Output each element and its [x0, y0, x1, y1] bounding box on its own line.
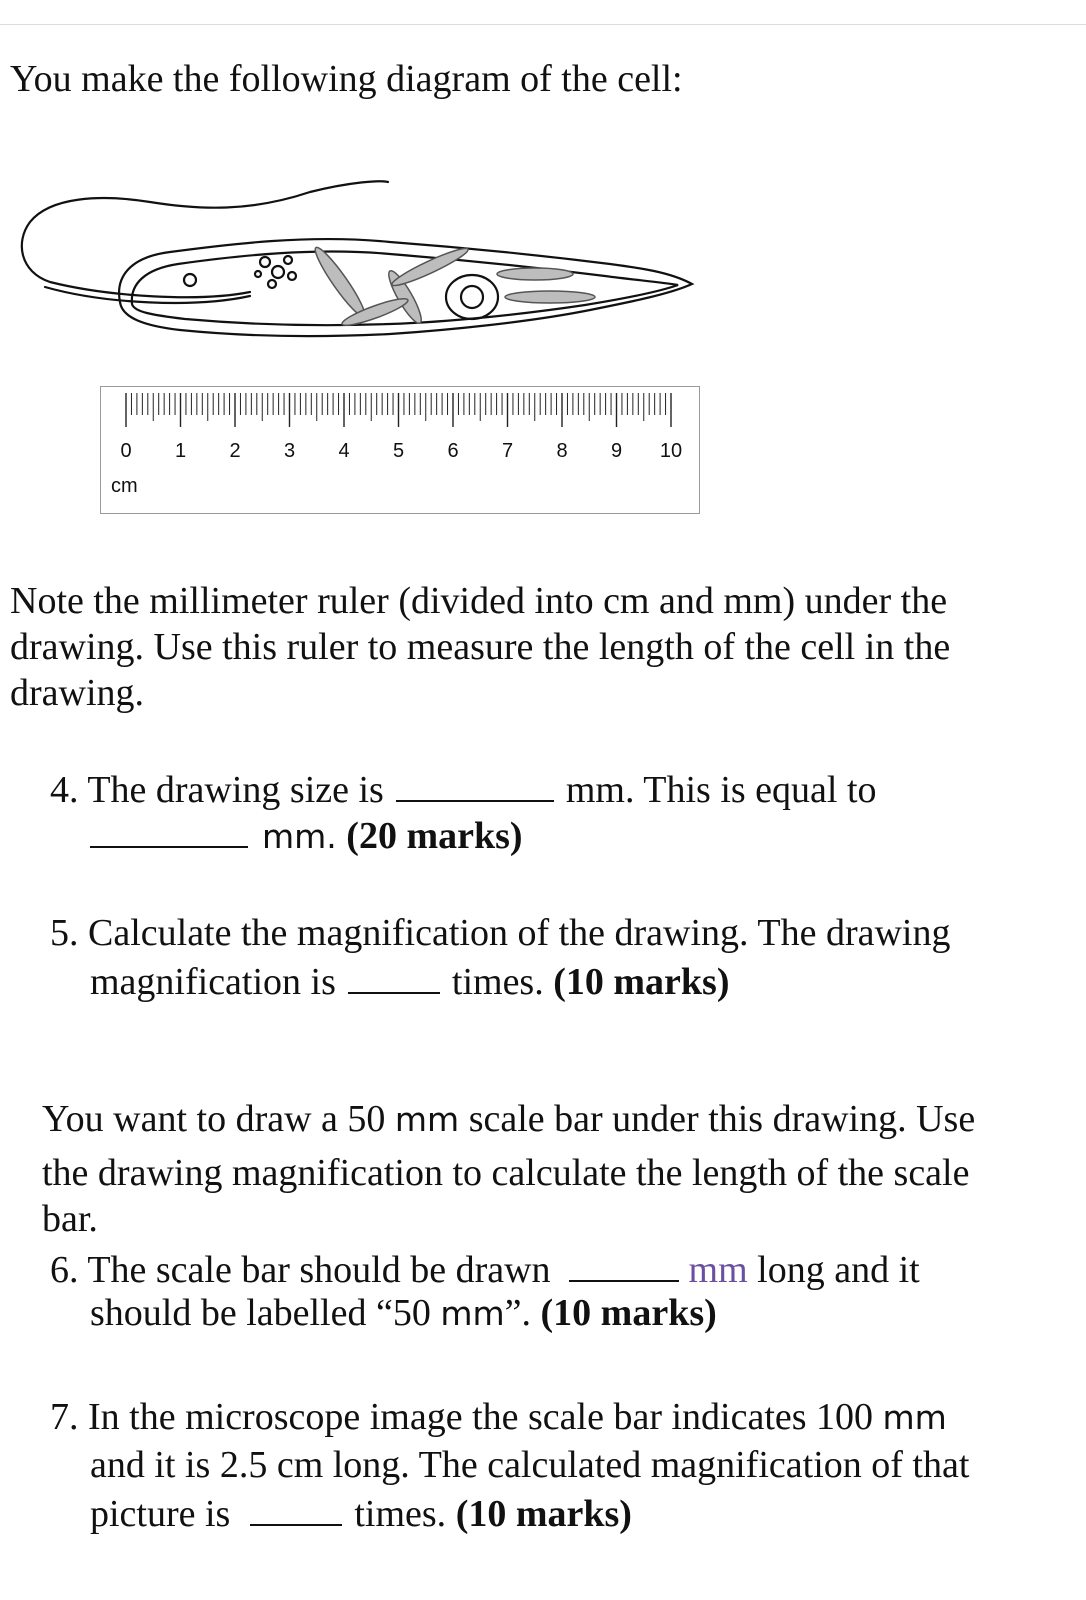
q7-text-2: picture is [90, 1493, 231, 1535]
ruler-number: 0 [120, 440, 132, 462]
note-line-2: drawing. Use this ruler to measure the length of the cell in the [10, 626, 951, 668]
q6-text-3: should be labelled “50 [90, 1292, 431, 1334]
ruler-number: 5 [392, 440, 405, 462]
q6-blank[interactable] [569, 1244, 679, 1282]
q5-text-1: magnification is [90, 961, 336, 1003]
q7-text-1: 7. In the microscope image the scale bar indicates 100 [50, 1396, 874, 1438]
ruler-unit-label: cm [111, 475, 138, 497]
ruler-number: 1 [174, 440, 187, 462]
q6-line-2 [90, 1290, 717, 1337]
q6-text-1: 6. The scale bar should be drawn [50, 1249, 551, 1291]
ruler-number: 8 [556, 440, 568, 462]
ruler-number: 4 [338, 440, 350, 462]
q7-line-2: and it is 2.5 cm long. The calculated magnification of that [90, 1444, 970, 1486]
scale-intro-text-1: You want to draw a 50 [42, 1098, 386, 1140]
q7-line-1 [50, 1394, 947, 1441]
q6-marks: (10 marks) [540, 1292, 717, 1334]
ruler-number: 6 [447, 440, 459, 462]
q7-unit: mm [882, 1398, 947, 1437]
q6-unit: mm [688, 1249, 748, 1291]
q7-line-3 [90, 1488, 632, 1537]
q6-text-2: long and it [757, 1249, 920, 1291]
q4-text-2: mm. This is equal to [565, 769, 877, 811]
ruler-number: 2 [229, 440, 241, 462]
q7-marks: (10 marks) [455, 1493, 632, 1535]
note-line-3: drawing. [10, 672, 145, 714]
q5-blank[interactable] [348, 956, 440, 994]
scale-intro-text-2: scale bar under this drawing. Use [468, 1098, 976, 1140]
top-divider [0, 24, 1086, 25]
q7-text-3: times. [354, 1493, 447, 1535]
millimeter-ruler [100, 386, 700, 514]
ruler-number: 3 [283, 440, 296, 462]
q5-line-2 [90, 956, 729, 1005]
intro-text: You make the following diagram of the cell: [10, 58, 683, 100]
ruler-number: 7 [501, 440, 514, 462]
ruler-number: 10 [659, 440, 683, 462]
q4-blank-1[interactable] [396, 764, 554, 802]
q6-line-1 [50, 1244, 920, 1293]
q6-unit-2: mm [440, 1294, 505, 1333]
q6-text-4: ”. [504, 1292, 532, 1334]
ruler-ticks [101, 387, 701, 515]
note-line-1: Note the millimeter ruler (divided into cm and mm) under the [10, 580, 948, 622]
q4-line-1 [50, 764, 877, 813]
q4-marks: (20 marks) [346, 815, 523, 857]
q5-marks: (10 marks) [553, 961, 730, 1003]
cell-diagram [10, 172, 710, 372]
q5-line-1: 5. Calculate the magnification of the drawing. The drawing [50, 912, 951, 954]
scale-intro-unit: mm [394, 1100, 460, 1139]
q7-blank[interactable] [250, 1488, 342, 1526]
q4-line-2 [90, 810, 523, 860]
q4-unit: mm. [262, 817, 337, 856]
scale-intro-line-2: the drawing magnification to calculate the length of the scale [42, 1152, 970, 1194]
q4-text-1: 4. The drawing size is [50, 769, 384, 811]
q5-text-2: times. [451, 961, 544, 1003]
scale-intro-line-1 [42, 1096, 975, 1143]
ruler-number: 9 [610, 440, 623, 462]
q4-blank-2[interactable] [90, 810, 248, 848]
scale-intro-line-3: bar. [42, 1198, 98, 1240]
